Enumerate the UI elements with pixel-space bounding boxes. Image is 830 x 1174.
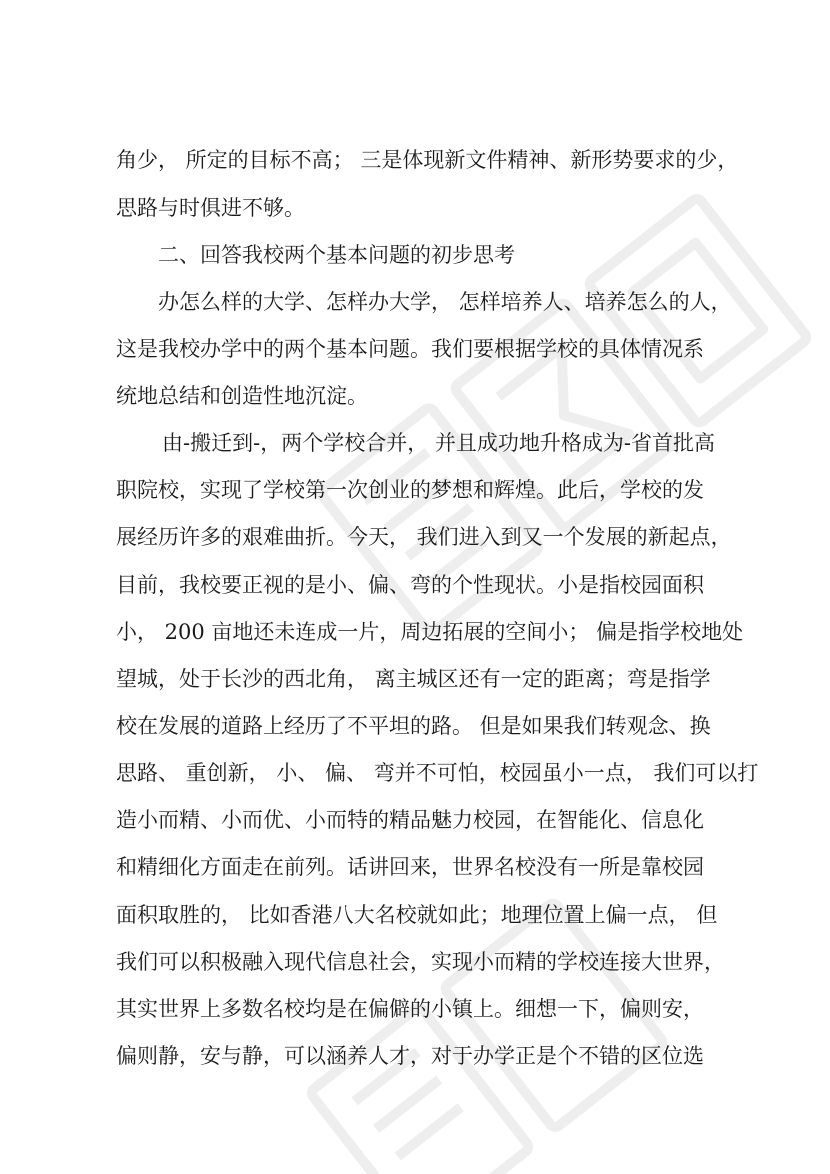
text-line-2: 思路与时俱进不够。 — [116, 196, 305, 220]
text-line-5: 这是我校办学中的两个基本问题。我们要根据学校的具体情况系 — [116, 337, 704, 361]
paragraph-line — [0, 329, 830, 369]
text-line-3: 二、回答我校两个基本问题的初步思考 — [158, 243, 515, 267]
paragraph-line — [0, 565, 830, 605]
paragraph-line — [0, 659, 830, 699]
paragraph-line — [0, 282, 830, 322]
paragraph-line — [0, 942, 830, 982]
text-line-11: 小， 200 亩地还未连成一片，周边拓展的空间小； 偏是指学校地处 — [116, 620, 744, 644]
paragraph-line — [0, 753, 830, 793]
text-line-16: 和精细化方面走在前列。话讲回来，世界名校没有一所是靠校园 — [116, 855, 704, 879]
paragraph-line — [0, 612, 830, 652]
text-line-4: 办怎么样的大学、怎样办大学， 怎样培养人、培养怎么的人， — [158, 290, 732, 314]
paragraph-line — [0, 470, 830, 510]
paragraph-line — [0, 423, 830, 463]
text-line-15: 造小而精、小而优、小而特的精品魅力校园，在智能化、信息化 — [116, 808, 704, 832]
paragraph-line — [0, 706, 830, 746]
paragraph-line — [0, 895, 830, 935]
text-line-19: 其实世界上多数名校均是在偏僻的小镇上。细想一下，偏则安， — [116, 997, 704, 1021]
text-line-12: 望城，处于长沙的西北角， 离主城区还有一定的距离；弯是指学 — [116, 667, 711, 691]
paragraph-line — [0, 989, 830, 1029]
text-line-1: 角少， 所定的目标不高； 三是体现新文件精神、新形势要求的少， — [116, 148, 739, 172]
paragraph-line — [0, 517, 830, 557]
paragraph-line — [0, 1036, 830, 1076]
text-line-20: 偏则静，安与静，可以涵养人才，对于办学正是个不错的区位选 — [116, 1044, 704, 1068]
paragraph-line — [0, 847, 830, 887]
text-line-13: 校在发展的道路上经历了不平坦的路。 但是如果我们转观念、换 — [116, 714, 711, 738]
paragraph-line — [0, 376, 830, 416]
text-line-17: 面积取胜的， 比如香港八大名校就如此；地理位置上偏一点， 但 — [116, 903, 718, 927]
paragraph-line — [0, 188, 830, 228]
text-line-6: 统地总结和创造性地沉淀。 — [116, 384, 368, 408]
text-line-18: 我们可以积极融入现代信息社会，实现小而精的学校连接大世界， — [116, 950, 725, 974]
text-line-8: 职院校，实现了学校第一次创业的梦想和辉煌。此后，学校的发 — [116, 478, 704, 502]
text-line-14: 思路、 重创新， 小、 偏、 弯并不可怕，校园虽小一点， 我们可以打 — [116, 761, 759, 785]
text-line-10: 目前，我校要正视的是小、偏、弯的个性现状。小是指校园面积 — [116, 573, 704, 597]
paragraph-line — [0, 140, 830, 180]
text-line-7: 由-搬迁到-，两个学校合并， 并且成功地升格成为-省首批高 — [162, 431, 715, 455]
section-heading — [0, 235, 830, 275]
paragraph-line — [0, 800, 830, 840]
text-line-9: 展经历许多的艰难曲折。今天， 我们进入到又一个发展的新起点， — [116, 525, 732, 549]
